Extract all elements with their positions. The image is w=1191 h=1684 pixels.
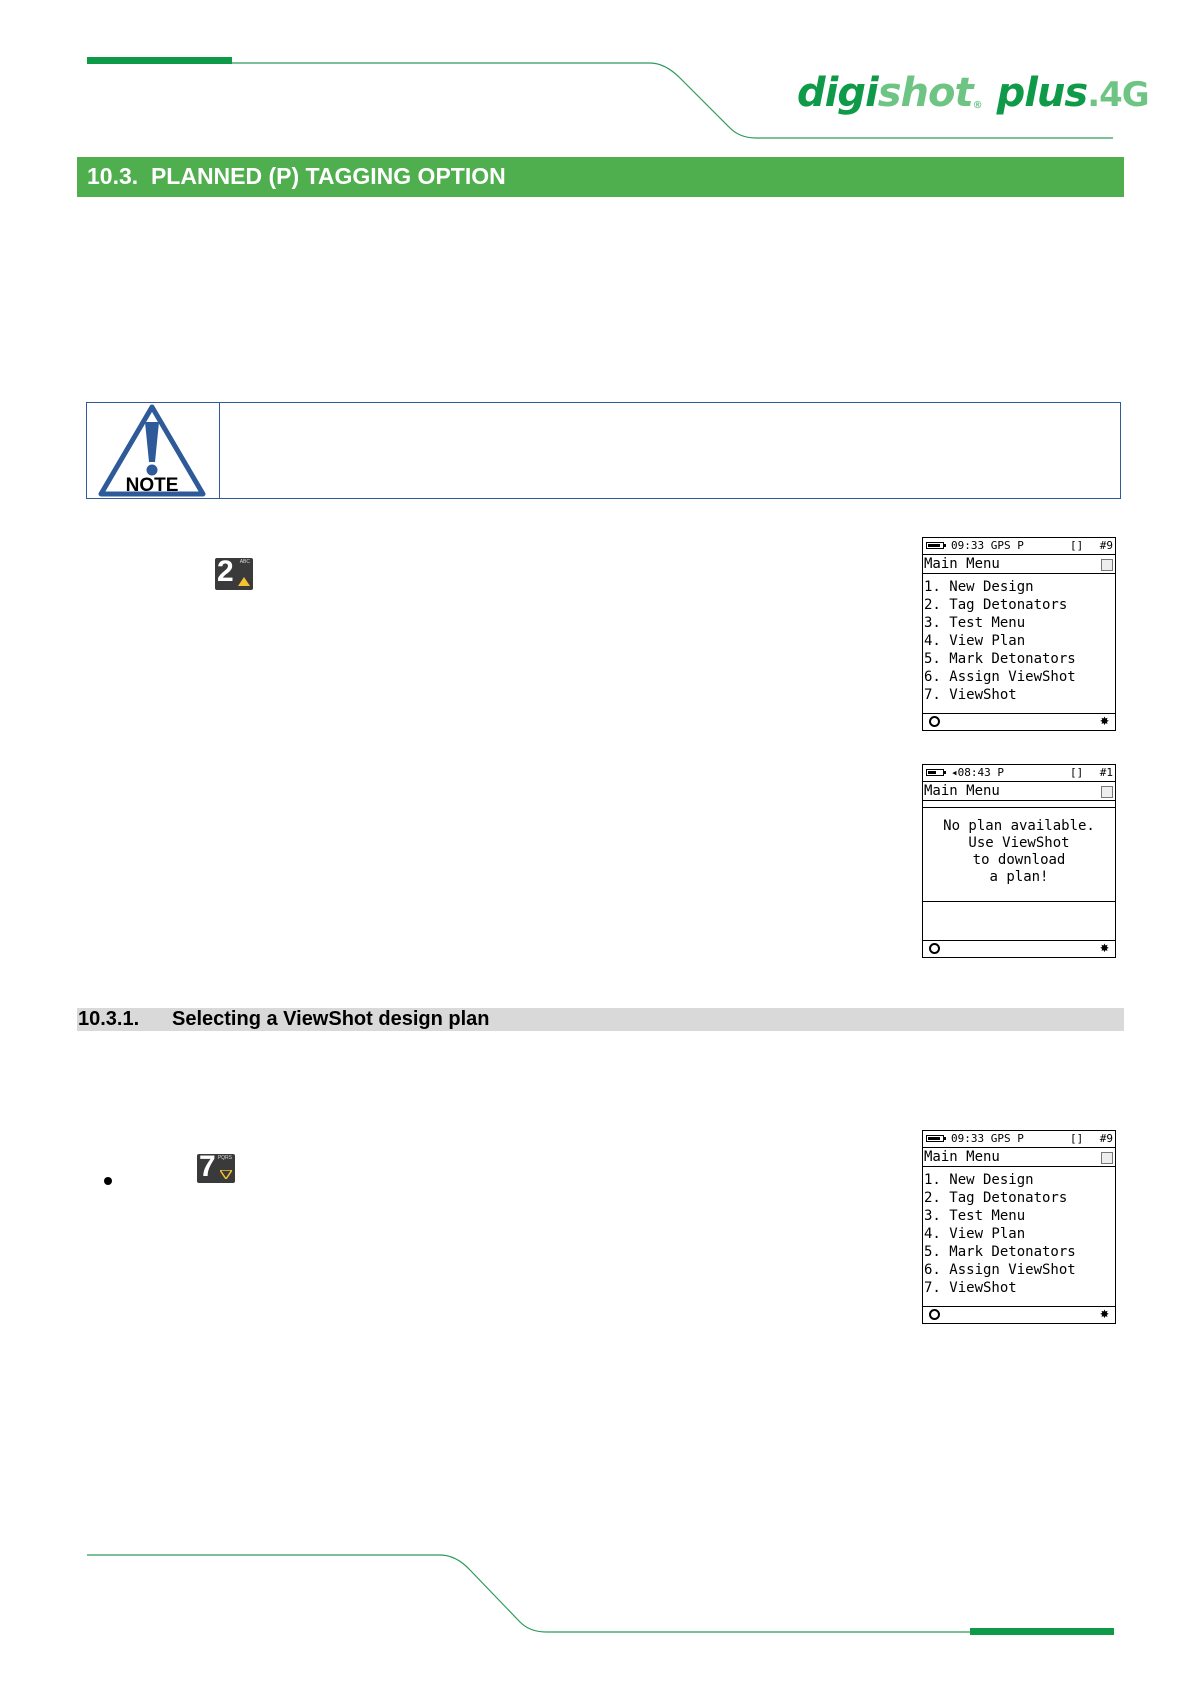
section-number: 10.3. bbox=[87, 163, 139, 189]
menu-item-new-design[interactable]: 1. New Design bbox=[924, 579, 1034, 595]
status-text: ◂08:43 P bbox=[951, 766, 1004, 779]
count-badge: #1 bbox=[1099, 766, 1113, 779]
keypad-7-key-icon: 7 PQRS bbox=[197, 1154, 235, 1183]
section-heading bbox=[87, 163, 506, 190]
menu-item-tag-detonators[interactable]: 2. Tag Detonators bbox=[924, 597, 1068, 613]
gear-icon[interactable]: ✸ bbox=[1099, 711, 1109, 729]
status-bar bbox=[923, 765, 1115, 782]
menu-item-tag-detonators[interactable]: 2. Tag Detonators bbox=[924, 1190, 1068, 1206]
menu-item-mark-detonators[interactable]: 5. Mark Detonators bbox=[924, 651, 1076, 667]
status-bar bbox=[923, 538, 1115, 555]
screen-title: Main Menu bbox=[923, 782, 1115, 801]
status-text: 09:33 GPS P bbox=[951, 1132, 1024, 1145]
gear-icon[interactable]: ✸ bbox=[1099, 938, 1109, 956]
keypad-2-key-icon: 2 ABC bbox=[215, 558, 253, 590]
menu-list bbox=[923, 1167, 1115, 1297]
signal-icon: [] bbox=[1070, 766, 1084, 779]
footer-rule bbox=[0, 1540, 1191, 1640]
menu-list bbox=[923, 574, 1115, 704]
section-title: PLANNED (P) TAGGING OPTION bbox=[150, 163, 506, 189]
status-bar bbox=[923, 1131, 1115, 1148]
menu-item-viewshot[interactable]: 7. ViewShot bbox=[924, 687, 1017, 703]
note-box bbox=[86, 402, 1121, 499]
subsection-number: 10.3.1. bbox=[78, 1008, 140, 1030]
menu-item-test-menu[interactable]: 3. Test Menu bbox=[924, 615, 1026, 631]
signal-icon: [] bbox=[1070, 539, 1084, 552]
device-screen-main-menu bbox=[922, 537, 1116, 731]
screen-title: Main Menu bbox=[923, 555, 1115, 574]
menu-item-test-menu[interactable]: 3. Test Menu bbox=[924, 1208, 1026, 1224]
menu-item-assign-viewshot[interactable]: 6. Assign ViewShot bbox=[924, 669, 1076, 685]
gear-icon[interactable]: ✸ bbox=[1099, 1304, 1109, 1322]
screen-footer bbox=[923, 713, 1115, 730]
arrow-up-icon bbox=[238, 577, 250, 586]
battery-icon bbox=[926, 769, 944, 776]
menu-item-viewshot[interactable]: 7. ViewShot bbox=[924, 1280, 1017, 1296]
corner-icon bbox=[1101, 1152, 1113, 1164]
menu-item-mark-detonators[interactable]: 5. Mark Detonators bbox=[924, 1244, 1076, 1260]
screen-footer bbox=[923, 1306, 1115, 1323]
signal-icon: [] bbox=[1070, 1132, 1084, 1145]
count-badge: #9 bbox=[1099, 1132, 1113, 1145]
battery-icon bbox=[926, 1135, 944, 1142]
note-divider bbox=[219, 402, 220, 499]
screen-title: Main Menu bbox=[923, 1148, 1115, 1167]
corner-icon bbox=[1101, 559, 1113, 571]
lock-icon[interactable] bbox=[929, 943, 940, 954]
lock-icon[interactable] bbox=[929, 716, 940, 727]
device-screen-main-menu-2 bbox=[922, 1130, 1116, 1324]
menu-item-view-plan[interactable]: 4. View Plan bbox=[924, 633, 1026, 649]
warning-note-icon bbox=[97, 404, 207, 498]
corner-icon bbox=[1101, 786, 1113, 798]
arrow-down-icon bbox=[220, 1170, 232, 1179]
menu-item-assign-viewshot[interactable]: 6. Assign ViewShot bbox=[924, 1262, 1076, 1278]
count-badge: #9 bbox=[1099, 539, 1113, 552]
device-screen-no-plan bbox=[922, 764, 1116, 958]
no-plan-message: No plan available. Use ViewShot to download a plan! bbox=[923, 807, 1115, 902]
battery-icon bbox=[926, 542, 944, 549]
digishot-logo: digishot® plus.4G bbox=[797, 70, 1149, 116]
note-label: NOTE bbox=[125, 475, 179, 496]
menu-item-view-plan[interactable]: 4. View Plan bbox=[924, 1226, 1026, 1242]
lock-icon[interactable] bbox=[929, 1309, 940, 1320]
screen-footer bbox=[923, 940, 1115, 957]
status-text: 09:33 GPS P bbox=[951, 539, 1024, 552]
menu-item-new-design[interactable]: 1. New Design bbox=[924, 1172, 1034, 1188]
subsection-title: Selecting a ViewShot design plan bbox=[172, 1008, 490, 1030]
bullet-point bbox=[104, 1177, 112, 1185]
